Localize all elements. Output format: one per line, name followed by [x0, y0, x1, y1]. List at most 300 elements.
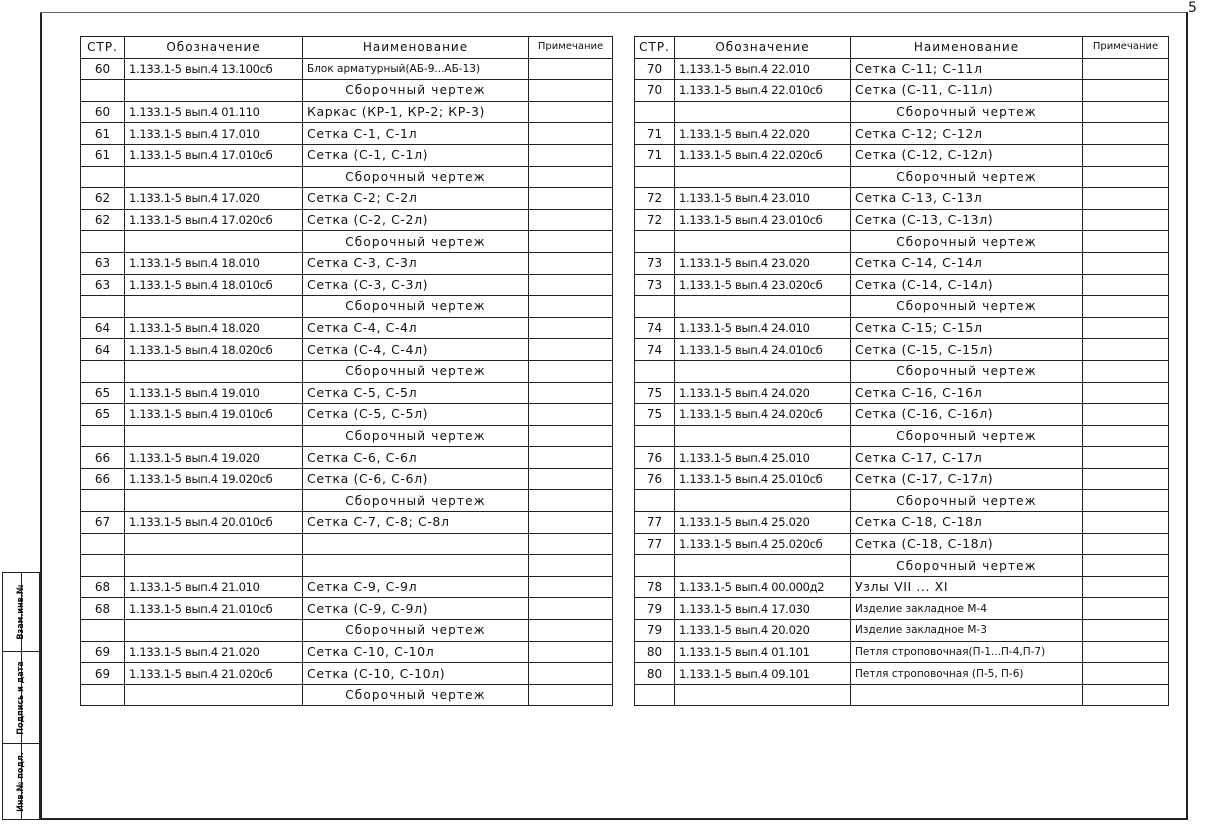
cell-page — [81, 490, 125, 512]
table-row — [81, 555, 613, 577]
cell-designation: 1.133.1-5 вып.4 19.020 — [125, 447, 303, 469]
cell-name: Сетка (С-4, С-4л) — [303, 339, 529, 361]
cell-note — [1083, 231, 1169, 253]
cell-name: Петля строповочная (П-5, П-6) — [851, 663, 1083, 685]
cell-name: Сетка С-3, С-3л — [303, 252, 529, 274]
cell-page — [635, 555, 675, 577]
cell-name: Сборочный чертеж — [303, 360, 529, 382]
cell-page: 72 — [635, 188, 675, 210]
table-row — [635, 684, 1169, 706]
cell-note — [529, 80, 613, 102]
cell-page: 68 — [81, 576, 125, 598]
cell-note — [529, 641, 613, 663]
cell-designation: 1.133.1-5 вып.4 20.020 — [675, 620, 851, 642]
header-name: Наименование — [851, 37, 1083, 59]
stamp-label-inventory: Инв.№ подл. — [16, 751, 26, 812]
cell-note — [1083, 533, 1169, 555]
header-name: Наименование — [303, 37, 529, 59]
table-header-row — [81, 37, 613, 59]
cell-page: 63 — [81, 252, 125, 274]
table-row — [635, 339, 1169, 361]
cell-name: Сетка С-6, С-6л — [303, 447, 529, 469]
cell-page: 60 — [81, 58, 125, 80]
table-row — [81, 317, 613, 339]
cell-note — [1083, 144, 1169, 166]
cell-designation — [125, 360, 303, 382]
cell-name: Сетка (С-16, С-16л) — [851, 404, 1083, 426]
spec-table-right — [634, 36, 1169, 706]
cell-page: 65 — [81, 382, 125, 404]
table-row — [81, 447, 613, 469]
cell-name: Сетка С-12; С-12л — [851, 123, 1083, 145]
cell-note — [529, 533, 613, 555]
cell-note — [529, 360, 613, 382]
cell-page: 68 — [81, 598, 125, 620]
cell-designation: 1.133.1-5 вып.4 24.020сб — [675, 404, 851, 426]
cell-page — [635, 296, 675, 318]
cell-designation — [125, 166, 303, 188]
cell-name — [303, 533, 529, 555]
table-row — [81, 144, 613, 166]
cell-designation — [675, 231, 851, 253]
cell-note — [529, 231, 613, 253]
cell-name: Сборочный чертеж — [851, 101, 1083, 123]
table-row — [81, 252, 613, 274]
cell-page: 60 — [81, 101, 125, 123]
cell-name: Сетка С-4, С-4л — [303, 317, 529, 339]
cell-designation: 1.133.1-5 вып.4 24.010сб — [675, 339, 851, 361]
cell-note — [1083, 274, 1169, 296]
cell-designation: 1.133.1-5 вып.4 17.010 — [125, 123, 303, 145]
cell-name: Сборочный чертеж — [303, 490, 529, 512]
cell-page — [635, 684, 675, 706]
table-row — [81, 296, 613, 318]
table-row — [635, 641, 1169, 663]
cell-name: Сборочный чертеж — [851, 296, 1083, 318]
cell-page: 73 — [635, 252, 675, 274]
cell-designation — [125, 425, 303, 447]
cell-designation: 1.133.1-5 вып.4 23.010 — [675, 188, 851, 210]
table-row — [635, 404, 1169, 426]
header-page: СТР. — [81, 37, 125, 59]
table-row — [635, 317, 1169, 339]
table-row — [635, 576, 1169, 598]
cell-designation: 1.133.1-5 вып.4 09.101 — [675, 663, 851, 685]
cell-note — [529, 404, 613, 426]
cell-page — [81, 620, 125, 642]
cell-name: Сетка С-9, С-9л — [303, 576, 529, 598]
cell-designation: 1.133.1-5 вып.4 24.010 — [675, 317, 851, 339]
cell-designation: 1.133.1-5 вып.4 22.010 — [675, 58, 851, 80]
table-row — [81, 490, 613, 512]
table-row — [81, 231, 613, 253]
cell-page: 64 — [81, 317, 125, 339]
cell-page: 74 — [635, 317, 675, 339]
cell-note — [1083, 252, 1169, 274]
cell-note — [1083, 598, 1169, 620]
cell-note — [529, 555, 613, 577]
cell-name: Сборочный чертеж — [303, 80, 529, 102]
cell-designation — [675, 425, 851, 447]
table-row — [635, 598, 1169, 620]
table-row — [81, 209, 613, 231]
cell-designation: 1.133.1-5 вып.4 20.010сб — [125, 512, 303, 534]
cell-note — [529, 252, 613, 274]
cell-page — [81, 80, 125, 102]
cell-designation: 1.133.1-5 вып.4 18.010сб — [125, 274, 303, 296]
cell-note — [529, 598, 613, 620]
cell-designation: 1.133.1-5 вып.4 23.020сб — [675, 274, 851, 296]
cell-name: Сборочный чертеж — [303, 684, 529, 706]
cell-designation: 1.133.1-5 вып.4 18.020 — [125, 317, 303, 339]
cell-name: Сетка (С-5, С-5л) — [303, 404, 529, 426]
cell-name: Сетка (С-12, С-12л) — [851, 144, 1083, 166]
cell-name: Сборочный чертеж — [303, 425, 529, 447]
cell-note — [529, 447, 613, 469]
cell-name: Сборочный чертеж — [851, 490, 1083, 512]
table-row — [81, 123, 613, 145]
cell-note — [1083, 447, 1169, 469]
cell-designation: 1.133.1-5 вып.4 17.030 — [675, 598, 851, 620]
cell-designation: 1.133.1-5 вып.4 17.020 — [125, 188, 303, 210]
stamp-cell-inventory — [3, 743, 39, 819]
header-designation: Обозначение — [125, 37, 303, 59]
cell-page — [81, 555, 125, 577]
cell-page — [81, 684, 125, 706]
table-row — [635, 382, 1169, 404]
table-row — [635, 447, 1169, 469]
table-row — [81, 576, 613, 598]
table-row — [635, 101, 1169, 123]
cell-page: 76 — [635, 447, 675, 469]
table-row — [81, 663, 613, 685]
table-row — [635, 533, 1169, 555]
cell-designation — [125, 490, 303, 512]
cell-page: 75 — [635, 382, 675, 404]
cell-page: 61 — [81, 144, 125, 166]
cell-page — [81, 360, 125, 382]
cell-name: Сборочный чертеж — [851, 425, 1083, 447]
cell-page: 69 — [81, 641, 125, 663]
table-row — [81, 166, 613, 188]
table-row — [635, 58, 1169, 80]
table-row — [81, 684, 613, 706]
table-row — [635, 144, 1169, 166]
cell-designation — [125, 533, 303, 555]
cell-name: Сетка С-17, С-17л — [851, 447, 1083, 469]
cell-name: Сетка С-1, С-1л — [303, 123, 529, 145]
cell-designation: 1.133.1-5 вып.4 22.010сб — [675, 80, 851, 102]
cell-page — [635, 101, 675, 123]
cell-note — [1083, 663, 1169, 685]
cell-name: Сетка С-11; С-11л — [851, 58, 1083, 80]
cell-designation — [125, 620, 303, 642]
cell-note — [1083, 339, 1169, 361]
cell-note — [1083, 317, 1169, 339]
cell-designation: 1.133.1-5 вып.4 23.020 — [675, 252, 851, 274]
table-row — [635, 274, 1169, 296]
cell-page: 61 — [81, 123, 125, 145]
cell-note — [529, 101, 613, 123]
cell-name: Петля строповочная(П-1...П-4,П-7) — [851, 641, 1083, 663]
cell-note — [1083, 80, 1169, 102]
cell-page — [81, 166, 125, 188]
table-row — [81, 512, 613, 534]
cell-page: 65 — [81, 404, 125, 426]
cell-page: 69 — [81, 663, 125, 685]
cell-note — [529, 58, 613, 80]
cell-note — [1083, 360, 1169, 382]
cell-name: Сборочный чертеж — [851, 555, 1083, 577]
cell-page: 71 — [635, 144, 675, 166]
cell-page — [635, 231, 675, 253]
cell-note — [529, 512, 613, 534]
cell-name: Изделие закладное М-4 — [851, 598, 1083, 620]
table-row — [81, 339, 613, 361]
cell-name: Сборочный чертеж — [303, 231, 529, 253]
cell-page: 80 — [635, 663, 675, 685]
cell-name: Сетка С-18, С-18л — [851, 512, 1083, 534]
cell-name: Сборочный чертеж — [851, 360, 1083, 382]
header-note: Примечание — [1083, 37, 1169, 59]
cell-page — [81, 296, 125, 318]
cell-name: Сетка (С-2, С-2л) — [303, 209, 529, 231]
cell-note — [1083, 684, 1169, 706]
cell-page: 79 — [635, 598, 675, 620]
cell-note — [1083, 188, 1169, 210]
table-body-left — [81, 58, 613, 706]
cell-note — [1083, 404, 1169, 426]
table-row — [635, 663, 1169, 685]
cell-name: Сетка С-14, С-14л — [851, 252, 1083, 274]
cell-note — [1083, 576, 1169, 598]
cell-note — [1083, 490, 1169, 512]
cell-designation — [675, 360, 851, 382]
cell-page: 78 — [635, 576, 675, 598]
cell-name: Сборочный чертеж — [303, 620, 529, 642]
cell-designation: 1.133.1-5 вып.4 01.101 — [675, 641, 851, 663]
table-row — [81, 468, 613, 490]
table-row — [635, 80, 1169, 102]
cell-name — [851, 684, 1083, 706]
cell-page — [635, 166, 675, 188]
cell-name: Сетка С-16, С-16л — [851, 382, 1083, 404]
cell-note — [1083, 641, 1169, 663]
cell-page: 77 — [635, 533, 675, 555]
table-row — [81, 533, 613, 555]
cell-name: Сетка (С-11, С-11л) — [851, 80, 1083, 102]
cell-name: Сетка (С-9, С-9л) — [303, 598, 529, 620]
cell-name: Сетка (С-17, С-17л) — [851, 468, 1083, 490]
cell-name: Сборочный чертеж — [303, 166, 529, 188]
cell-name: Сетка С-15; С-15л — [851, 317, 1083, 339]
table-row — [635, 512, 1169, 534]
cell-name: Сетка С-10, С-10л — [303, 641, 529, 663]
cell-page: 73 — [635, 274, 675, 296]
cell-designation: 1.133.1-5 вып.4 21.020 — [125, 641, 303, 663]
cell-note — [1083, 209, 1169, 231]
cell-name: Сетка С-5, С-5л — [303, 382, 529, 404]
cell-designation: 1.133.1-5 вып.4 18.010 — [125, 252, 303, 274]
cell-name: Сетка (С-10, С-10л) — [303, 663, 529, 685]
table-row — [635, 188, 1169, 210]
cell-designation — [125, 555, 303, 577]
cell-designation: 1.133.1-5 вып.4 13.100сб — [125, 58, 303, 80]
cell-designation — [675, 684, 851, 706]
cell-page — [81, 425, 125, 447]
cell-note — [1083, 166, 1169, 188]
cell-designation: 1.133.1-5 вып.4 17.010сб — [125, 144, 303, 166]
header-note: Примечание — [529, 37, 613, 59]
cell-designation — [125, 684, 303, 706]
table-row — [81, 80, 613, 102]
cell-note — [529, 144, 613, 166]
table-row — [81, 101, 613, 123]
table-header-row — [635, 37, 1169, 59]
cell-page — [635, 425, 675, 447]
cell-designation: 1.133.1-5 вып.4 23.010сб — [675, 209, 851, 231]
cell-page: 64 — [81, 339, 125, 361]
cell-note — [1083, 468, 1169, 490]
cell-name: Сетка (С-13, С-13л) — [851, 209, 1083, 231]
table-row — [81, 641, 613, 663]
header-page: СТР. — [635, 37, 675, 59]
cell-note — [529, 576, 613, 598]
cell-designation — [675, 101, 851, 123]
cell-page — [635, 360, 675, 382]
cell-note — [529, 209, 613, 231]
cell-name: Сетка С-2; С-2л — [303, 188, 529, 210]
cell-page: 66 — [81, 447, 125, 469]
cell-designation: 1.133.1-5 вып.4 19.020сб — [125, 468, 303, 490]
table-body-right — [635, 58, 1169, 706]
cell-designation — [675, 166, 851, 188]
cell-name: Блок арматурный(АБ-9...АБ-13) — [303, 58, 529, 80]
cell-page — [635, 490, 675, 512]
table-row — [635, 209, 1169, 231]
table-row — [635, 123, 1169, 145]
table-row — [635, 360, 1169, 382]
cell-designation — [125, 80, 303, 102]
cell-page: 66 — [81, 468, 125, 490]
cell-page: 71 — [635, 123, 675, 145]
cell-name: Сетка (С-14, С-14л) — [851, 274, 1083, 296]
table-row — [81, 425, 613, 447]
table-row — [81, 620, 613, 642]
cell-note — [529, 490, 613, 512]
cell-designation: 1.133.1-5 вып.4 25.010сб — [675, 468, 851, 490]
stamp-label-replacement: Взам.инв.№ — [16, 584, 26, 640]
cell-designation: 1.133.1-5 вып.4 24.020 — [675, 382, 851, 404]
cell-name: Сетка (С-3, С-3л) — [303, 274, 529, 296]
cell-page — [81, 533, 125, 555]
header-designation: Обозначение — [675, 37, 851, 59]
cell-note — [529, 123, 613, 145]
cell-name: Сборочный чертеж — [851, 166, 1083, 188]
frame-top-line — [40, 12, 1186, 13]
frame-right-line — [1186, 12, 1188, 820]
spec-table-left — [80, 36, 613, 706]
table-row — [81, 598, 613, 620]
cell-name: Изделие закладное М-3 — [851, 620, 1083, 642]
cell-name: Сетка (С-1, С-1л) — [303, 144, 529, 166]
cell-page: 77 — [635, 512, 675, 534]
cell-designation: 1.133.1-5 вып.4 21.020сб — [125, 663, 303, 685]
cell-name: Узлы VII ... XI — [851, 576, 1083, 598]
stamp-cell-replacement — [3, 573, 39, 651]
cell-note — [529, 468, 613, 490]
table-row — [635, 231, 1169, 253]
cell-note — [529, 425, 613, 447]
cell-page: 76 — [635, 468, 675, 490]
cell-designation — [675, 296, 851, 318]
cell-note — [1083, 123, 1169, 145]
table-row — [635, 425, 1169, 447]
cell-designation: 1.133.1-5 вып.4 22.020сб — [675, 144, 851, 166]
table-row — [81, 360, 613, 382]
cell-designation: 1.133.1-5 вып.4 19.010 — [125, 382, 303, 404]
cell-note — [1083, 425, 1169, 447]
table-row — [635, 490, 1169, 512]
cell-name: Сетка С-13, С-13л — [851, 188, 1083, 210]
table-row — [81, 274, 613, 296]
cell-page: 79 — [635, 620, 675, 642]
cell-note — [1083, 620, 1169, 642]
cell-page: 63 — [81, 274, 125, 296]
cell-name — [303, 555, 529, 577]
cell-note — [529, 339, 613, 361]
cell-note — [529, 188, 613, 210]
cell-designation: 1.133.1-5 вып.4 21.010сб — [125, 598, 303, 620]
cell-designation: 1.133.1-5 вып.4 21.010 — [125, 576, 303, 598]
cell-name: Сетка (С-6, С-6л) — [303, 468, 529, 490]
cell-designation: 1.133.1-5 вып.4 19.010сб — [125, 404, 303, 426]
cell-name: Сетка (С-18, С-18л) — [851, 533, 1083, 555]
table-row — [81, 382, 613, 404]
cell-page: 72 — [635, 209, 675, 231]
sheet-corner-mark: 5 — [1188, 0, 1197, 16]
cell-designation: 1.133.1-5 вып.4 01.110 — [125, 101, 303, 123]
table-row — [81, 58, 613, 80]
table-row — [635, 620, 1169, 642]
cell-note — [529, 274, 613, 296]
cell-designation — [675, 555, 851, 577]
side-stamp — [2, 572, 40, 820]
cell-note — [529, 166, 613, 188]
cell-designation: 1.133.1-5 вып.4 18.020сб — [125, 339, 303, 361]
cell-page: 74 — [635, 339, 675, 361]
stamp-label-signature: Подпись и дата — [16, 660, 26, 735]
cell-page: 80 — [635, 641, 675, 663]
cell-page: 62 — [81, 209, 125, 231]
cell-note — [529, 620, 613, 642]
cell-note — [1083, 101, 1169, 123]
cell-note — [1083, 296, 1169, 318]
cell-designation: 1.133.1-5 вып.4 25.010 — [675, 447, 851, 469]
table-row — [635, 555, 1169, 577]
cell-designation: 1.133.1-5 вып.4 17.020сб — [125, 209, 303, 231]
cell-name: Сборочный чертеж — [303, 296, 529, 318]
cell-page: 67 — [81, 512, 125, 534]
table-row — [81, 404, 613, 426]
cell-note — [529, 317, 613, 339]
cell-designation — [125, 231, 303, 253]
cell-page: 62 — [81, 188, 125, 210]
cell-page — [81, 231, 125, 253]
cell-note — [1083, 382, 1169, 404]
cell-note — [1083, 58, 1169, 80]
table-row — [635, 296, 1169, 318]
